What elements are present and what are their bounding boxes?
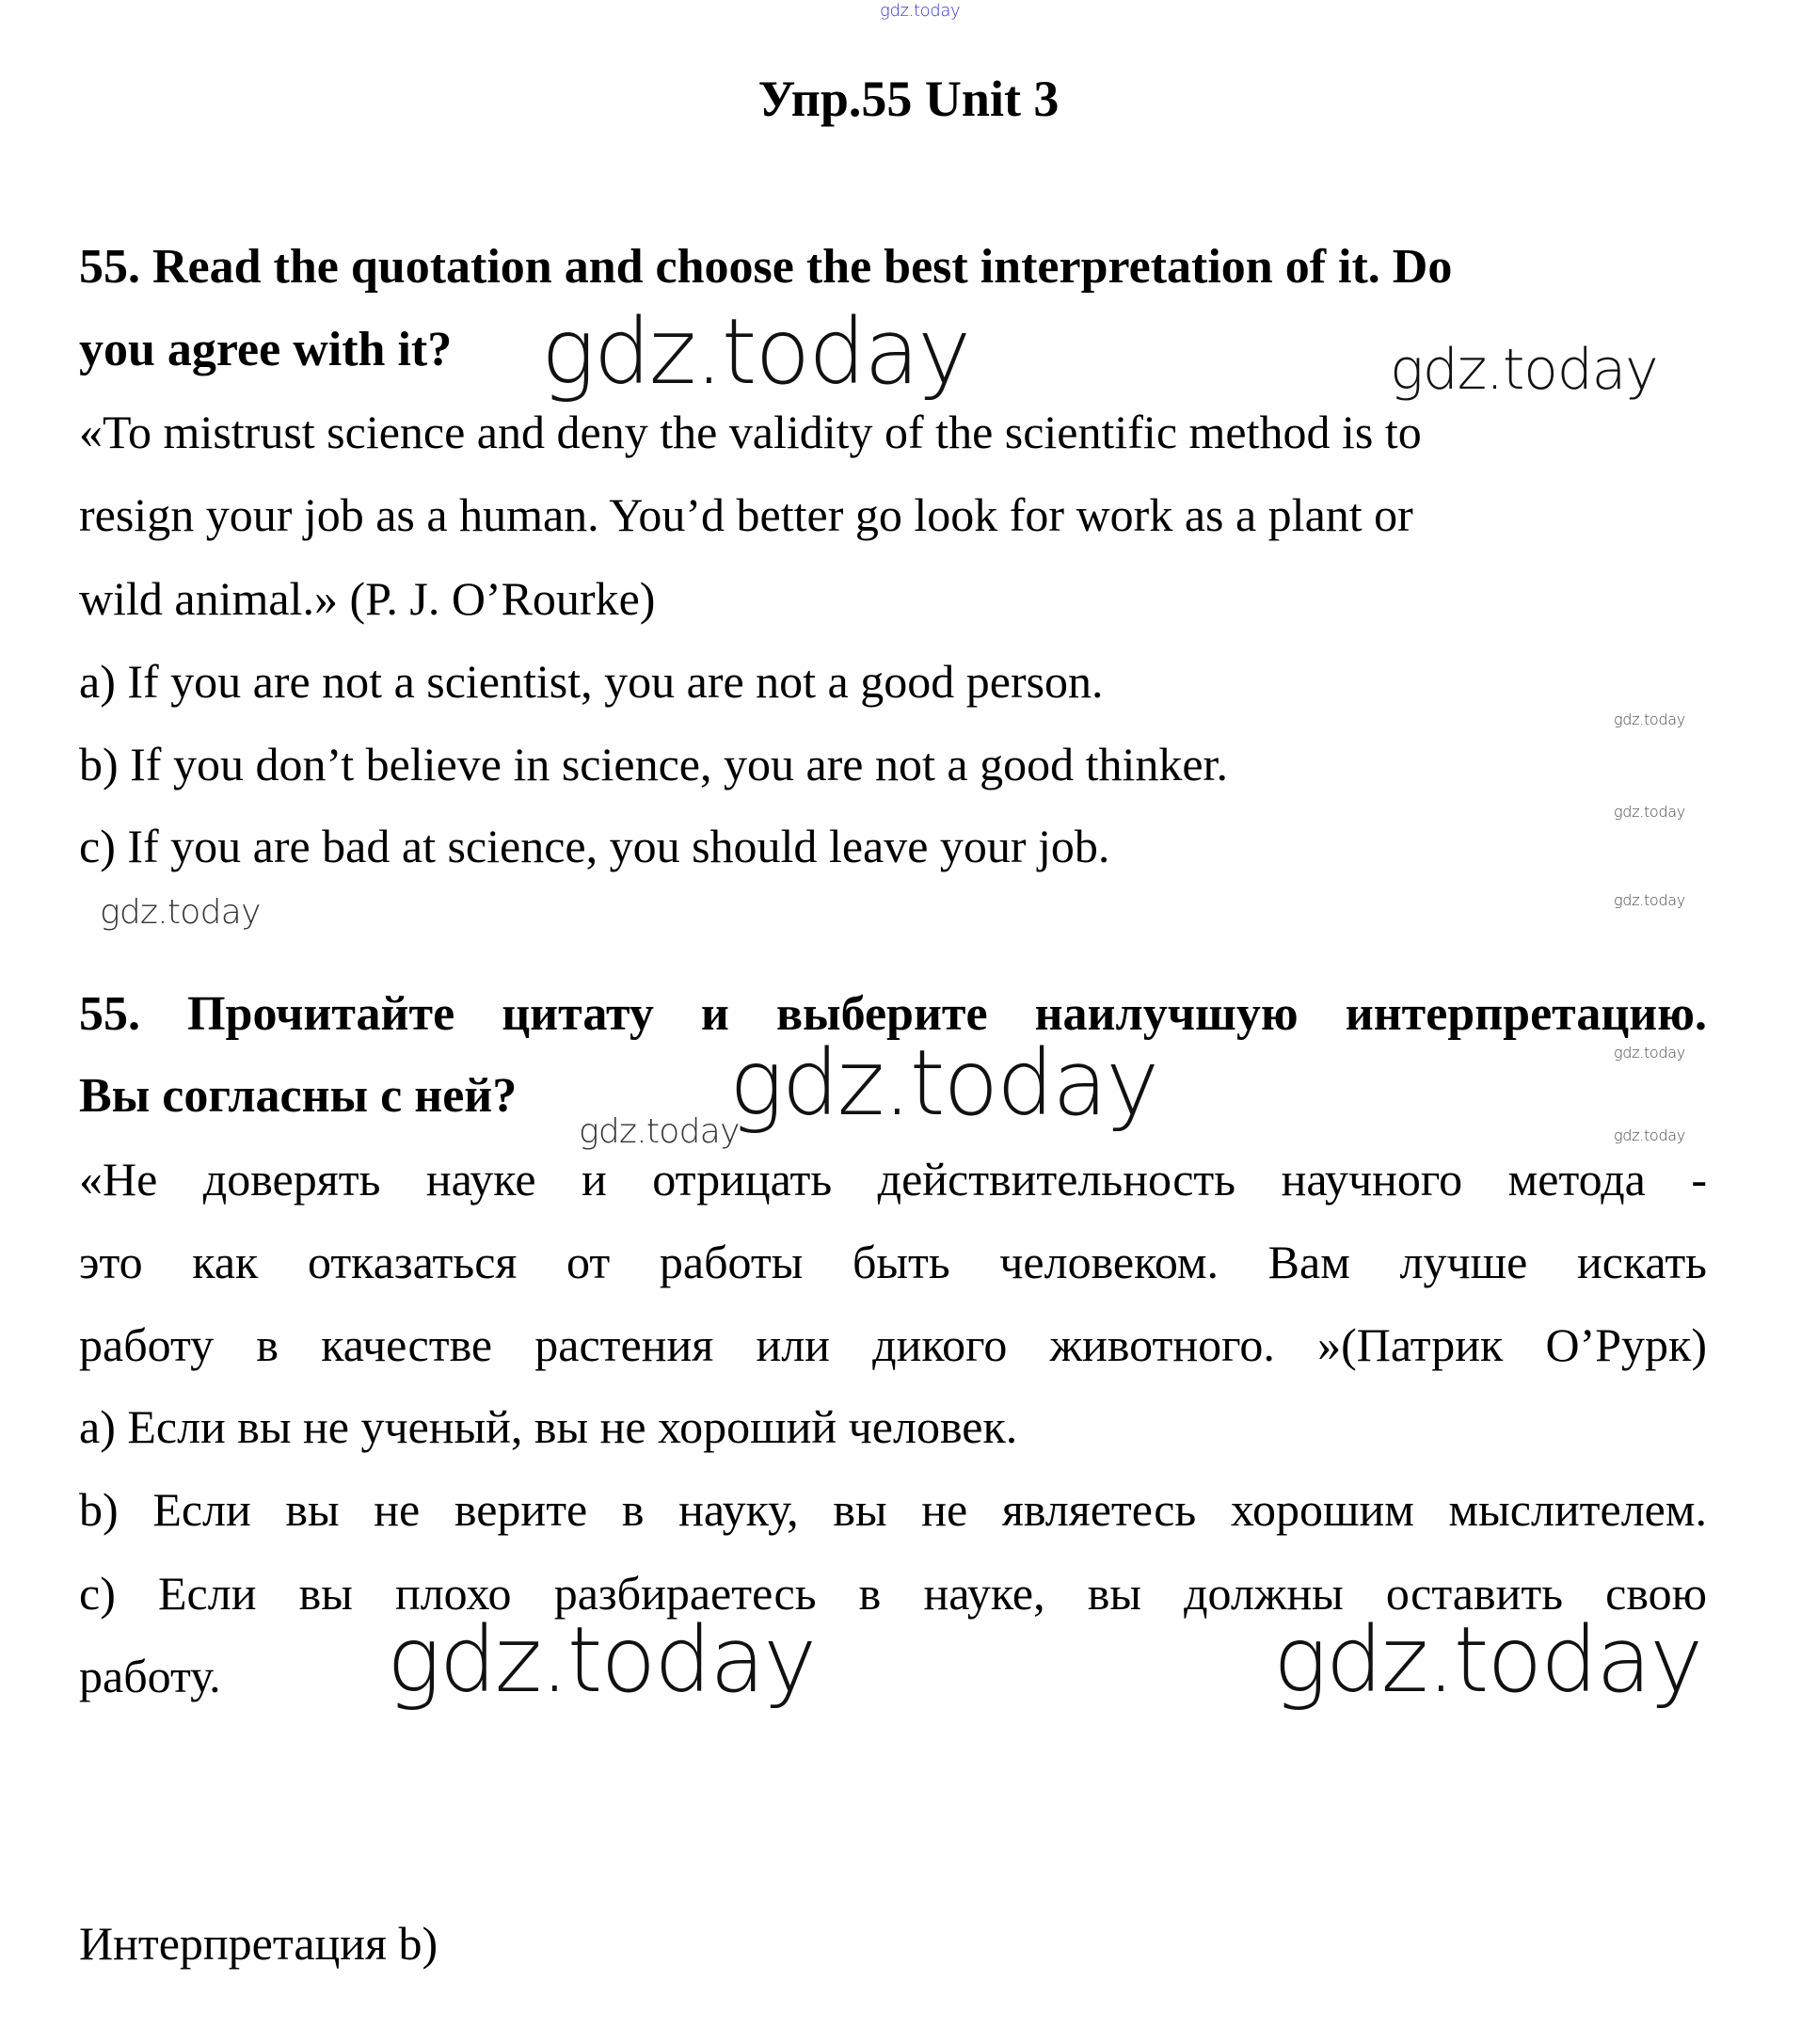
watermark: gdz.today: [1390, 337, 1658, 403]
watermark: gdz.today: [541, 299, 970, 405]
page-title: Упр.55 Unit 3: [757, 71, 1060, 127]
watermark: gdz.today: [1614, 711, 1685, 728]
watermark: gdz.today: [1614, 803, 1685, 821]
english-option-a: a) If you are not a scientist, you are not a good person.: [79, 655, 1104, 708]
watermark: gdz.today: [387, 1607, 816, 1713]
watermark: gdz.today: [729, 1030, 1158, 1136]
russian-option-c: c) Если вы плохо разбираетесь в науке, вы должны оставить свою: [79, 1567, 1707, 1620]
russian-quote-line: «Не доверять науке и отрицать действительность научного метода -: [79, 1153, 1707, 1206]
russian-heading-cont: Вы согласны с ней?: [79, 1069, 518, 1123]
russian-quote-line: работу в качестве растения или дикого животного. »(Патрик О’Рурк): [79, 1318, 1707, 1371]
russian-option-a: a) Если вы не ученый, вы не хороший человек.: [79, 1400, 1018, 1453]
english-quote-line: «To mistrust science and deny the validity of the scientific method is to: [79, 406, 1422, 458]
watermark: gdz.today: [1614, 1044, 1685, 1062]
russian-option-c-cont: работу.: [79, 1650, 221, 1702]
watermark: gdz.today: [1614, 1126, 1685, 1144]
russian-heading: 55. Прочитайте цитату и выберите наилучшую интерпретацию.: [79, 987, 1707, 1041]
russian-option-b: b) Если вы не верите в науку, вы не являетесь хорошим мыслителем.: [79, 1483, 1707, 1536]
english-option-c: c) If you are bad at science, you should leave your job.: [79, 820, 1110, 872]
english-heading: 55. Read the quotation and choose the best interpretation of it. Do: [79, 240, 1453, 294]
watermark: gdz.today: [880, 1, 961, 21]
russian-quote-line: это как отказаться от работы быть человеком. Вам лучше искать: [79, 1236, 1707, 1288]
english-quote-line: wild animal.» (P. J. O’Rourke): [79, 572, 656, 625]
watermark: gdz.today: [100, 893, 261, 932]
english-option-b: b) If you don’t believe in science, you are not a good thinker.: [79, 738, 1228, 790]
watermark: gdz.today: [579, 1112, 740, 1151]
english-heading-cont: you agree with it?: [79, 323, 453, 376]
english-quote-line: resign your job as a human. You’d better go look for work as a plant or: [79, 488, 1413, 541]
watermark: gdz.today: [1614, 891, 1685, 909]
answer: Интерпретация b): [79, 1917, 438, 1970]
watermark: gdz.today: [1273, 1607, 1702, 1713]
